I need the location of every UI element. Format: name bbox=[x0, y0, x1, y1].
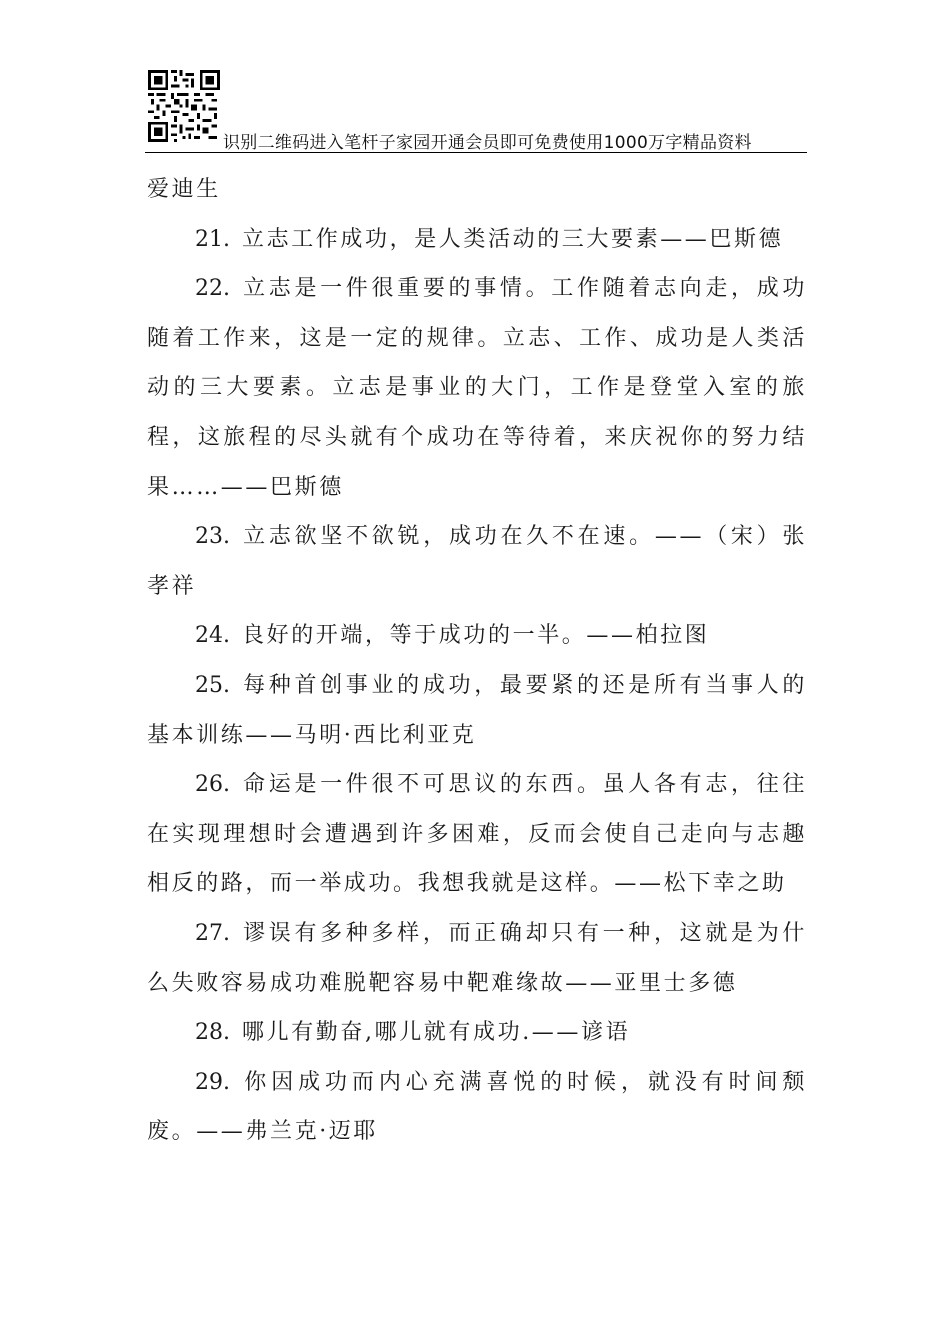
page-header bbox=[145, 70, 807, 154]
quote-number: 24. bbox=[195, 623, 230, 649]
quote-item-24 bbox=[147, 611, 807, 661]
header-divider bbox=[145, 152, 807, 153]
quote-text: 良好的开端，等于成功的一半。——柏拉图 bbox=[242, 623, 710, 649]
quote-item-28 bbox=[147, 1008, 807, 1058]
quote-list bbox=[147, 165, 807, 1157]
promo-banner-text: 识别二维码进入笔杆子家园开通会员即可免费使用1000万字精品资料 bbox=[223, 133, 752, 153]
quote-item-21 bbox=[147, 215, 807, 265]
quote-text: 立志欲坚不欲锐，成功在久不在速。——（宋）张孝祥 bbox=[147, 524, 807, 599]
quote-number: 29. bbox=[195, 1069, 230, 1095]
quote-number: 25. bbox=[195, 672, 230, 698]
quote-text: 你因成功而内心充满喜悦的时候，就没有时间颓废。——弗兰克·迈耶 bbox=[147, 1069, 807, 1145]
qr-code-icon[interactable] bbox=[148, 70, 220, 142]
quote-text: 立志工作成功，是人类活动的三大要素——巴斯德 bbox=[242, 226, 784, 252]
quote-item-22 bbox=[147, 264, 807, 512]
quote-number: 23. bbox=[195, 524, 230, 550]
quote-item-26 bbox=[147, 760, 807, 909]
quote-text: 每种首创事业的成功，最要紧的还是所有当事人的基本训练——马明·西比利亚克 bbox=[147, 672, 807, 748]
quote-number: 27. bbox=[195, 920, 230, 946]
quote-number: 26. bbox=[195, 772, 230, 798]
quote-text: 哪儿有勤奋,哪儿就有成功.——谚语 bbox=[242, 1020, 631, 1046]
quote-number: 22. bbox=[195, 276, 230, 302]
quote-text: 命运是一件很不可思议的东西。虽人各有志，往往在实现理想时会遭遇到许多困难，反而会使自己走向与志趣相反的路，而一举成功。我想我就是这样。——松下幸之助 bbox=[147, 772, 807, 897]
quote-item-27 bbox=[147, 909, 807, 1008]
quote-number: 21. bbox=[195, 226, 230, 252]
quote-number: 28. bbox=[195, 1020, 230, 1046]
quote-item-29 bbox=[147, 1058, 807, 1157]
quote-item-23 bbox=[147, 512, 807, 611]
quote-text: 谬误有多种多样，而正确却只有一种，这就是为什么失败容易成功难脱靶容易中靶难缘故——亚里士多德 bbox=[147, 920, 807, 996]
quote-item-25 bbox=[147, 661, 807, 760]
quote-text: 立志是一件很重要的事情。工作随着志向走，成功随着工作来，这是一定的规律。立志、工作、成功是人类活动的三大要素。立志是事业的大门，工作是登堂入室的旅程，这旅程的尽头就有个成功在等待着，来庆祝你的努力结果……——巴斯德 bbox=[147, 276, 807, 500]
quote-continuation: 爱迪生 bbox=[147, 177, 221, 202]
